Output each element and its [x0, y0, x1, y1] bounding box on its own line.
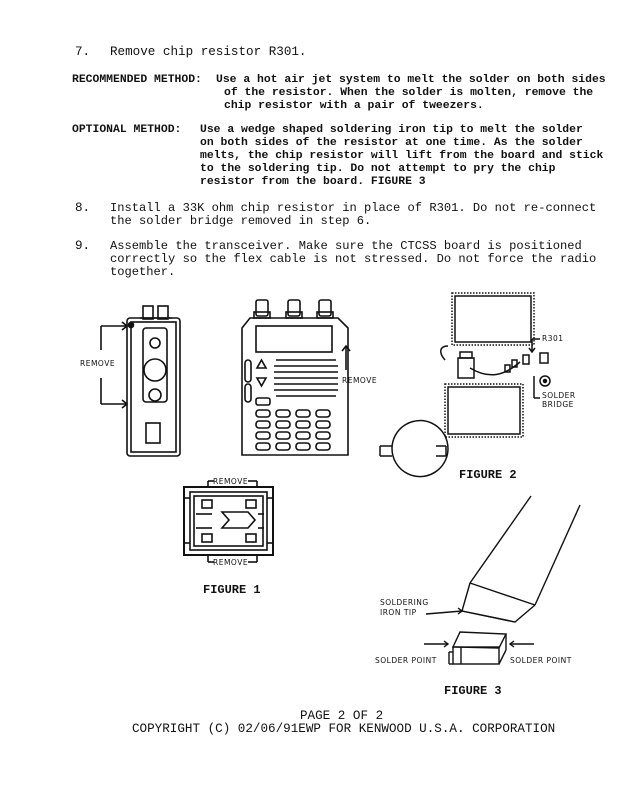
optional-line-4: to the soldering tip. Do not attempt to pry the chip: [200, 163, 556, 175]
figure-3-caption: FIGURE 3: [444, 684, 502, 698]
recommended-line-3: chip resistor with a pair of tweezers.: [224, 100, 484, 112]
recommended-line-2: of the resistor. When the solder is molten, remove the: [224, 87, 594, 99]
step-8-line-2: the solder bridge removed in step 6.: [110, 214, 372, 228]
recommended-method-label: RECOMMENDED METHOD:: [72, 74, 202, 86]
optional-line-5: resistor from the board. FIGURE 3: [200, 176, 426, 188]
step-9-line-3: together.: [110, 265, 176, 279]
figure-3-solder-point-right: SOLDER POINT: [510, 656, 572, 665]
figure-2-bridge-label: BRIDGE: [542, 400, 574, 409]
optional-line-1: Use a wedge shaped soldering iron tip to melt the solder: [200, 124, 583, 136]
figure-2-caption: FIGURE 2: [459, 468, 517, 482]
step-9-line-2: correctly so the flex cable is not stressed. Do not force the radio: [110, 252, 597, 266]
optional-line-2: on both sides of the resistor at one time. As the solder: [200, 137, 583, 149]
figure-2-r301-label: R301: [542, 334, 564, 343]
recommended-line-1: Use a hot air jet system to melt the solder on both sides: [216, 74, 606, 86]
optional-method-label: OPTIONAL METHOD:: [72, 124, 182, 136]
figure-2-solder-label: SOLDER: [542, 391, 576, 400]
step-8-line-1: Install a 33K ohm chip resistor in place of R301. Do not re-connect: [110, 201, 597, 215]
copyright: COPYRIGHT (C) 02/06/91EWP FOR KENWOOD U.S.A. CORPORATION: [132, 722, 556, 736]
figure-1-remove-front-label: REMOVE: [342, 376, 378, 385]
figure-1-caption: FIGURE 1: [203, 583, 261, 597]
figure-3-tip-label-1: SOLDERING: [380, 598, 429, 607]
page-number: PAGE 2 OF 2: [300, 709, 384, 723]
step-8-number: 8.: [75, 201, 91, 215]
figure-3-solder-point-left: SOLDER POINT: [375, 656, 437, 665]
step-7-text: Remove chip resistor R301.: [110, 45, 307, 59]
step-9-number: 9.: [75, 239, 91, 253]
optional-line-3: melts, the chip resistor will lift from the board and stick: [200, 150, 604, 162]
step-7-number: 7.: [75, 45, 91, 59]
figure-3-tip-label-2: IRON TIP: [380, 608, 417, 617]
figure-1-remove-side-label: REMOVE: [80, 359, 116, 368]
figure-1-remove-top-label: REMOVE: [213, 477, 249, 486]
step-9-line-1: Assemble the transceiver. Make sure the CTCSS board is positioned: [110, 239, 582, 253]
figure-1-remove-bottom-label: REMOVE: [213, 558, 249, 567]
